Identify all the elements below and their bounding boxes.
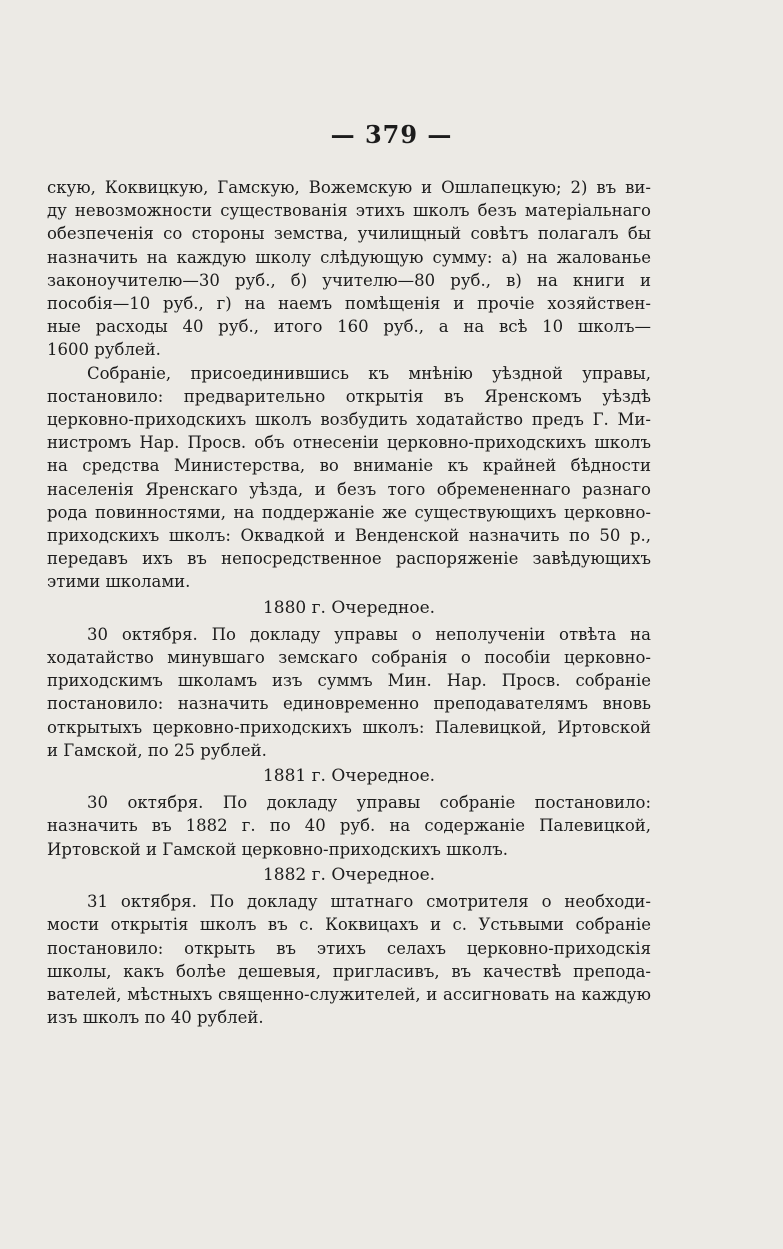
paragraph-school-funding: [47, 176, 651, 362]
text-line: нистромъ Нар. Просв. объ отнесеніи церковно-приходскихъ школъ: [47, 433, 651, 453]
text-line: населенія Яренскаго уѣзда, и безъ того обремененнаго разнаго: [47, 479, 651, 499]
text-line: 1600 рублей.: [47, 340, 161, 360]
text-line: Иртовской и Гамской церковно-приходскихъ школъ.: [47, 839, 508, 859]
text-line: обезпеченія со стороны земства, училищный совѣтъ полагалъ бы: [47, 224, 651, 244]
text-line: и Гамской, по 25 рублей.: [47, 740, 267, 760]
text-line: 31 октября. По докладу штатнаго смотрителя о необходи-: [87, 892, 651, 912]
text-line: ные расходы 40 руб., итого 160 руб., а на всѣ 10 школъ—: [47, 317, 651, 337]
text-line: школы, какъ болѣе дешевыя, пригласивъ, въ качествѣ препода-: [47, 961, 651, 981]
body-text: [47, 176, 651, 1029]
text-line: рода повинностями, на поддержаніе же существующихъ церковно-: [47, 502, 651, 522]
text-line: назначить на каждую школу слѣдующую сумму: а) на жалованье: [47, 247, 651, 267]
text-line: постановило: открыть въ этихъ селахъ церковно-приходскія: [47, 938, 651, 958]
paragraph-assembly-resolution: [47, 362, 651, 594]
text-line: на средства Министерства, во вниманіе къ крайней бѣдности: [47, 456, 651, 476]
text-line: законоучителю—30 руб., б) учителю—80 руб., в) на книги и: [47, 270, 651, 290]
text-line: мости открытія школъ въ с. Коквицахъ и с. Устьвыми собраніе: [47, 915, 651, 935]
paragraph-1880: [47, 623, 651, 762]
text-line: постановило: назначить единовременно преподавателямъ вновь: [47, 694, 651, 714]
section-heading-1881: 1881 г. Очередное.: [262, 766, 436, 787]
text-line: ходатайство минувшаго земскаго собранія о пособіи церковно-: [47, 648, 651, 668]
text-line: церковно-приходскихъ школъ возбудить ходатайство предъ Г. Ми-: [47, 410, 651, 430]
text-line: пособія—10 руб., г) на наемъ помѣщенія и прочіе хозяйствен-: [47, 294, 651, 314]
text-line: Собраніе, присоединившись къ мнѣнію уѣздной управы,: [87, 363, 651, 383]
text-line: 30 октября. По докладу управы собраніе постановило:: [87, 793, 651, 813]
text-line: изъ школъ по 40 рублей.: [47, 1008, 264, 1028]
text-line: скую, Коквицкую, Гамскую, Вожемскую и Ошлапецкую; 2) въ ви-: [47, 178, 651, 197]
text-line: приходскихъ школъ: Оквадкой и Венденской назначить по 50 р.,: [47, 526, 651, 546]
paragraph-1882: [47, 890, 651, 1029]
text-line: вателей, мѣстныхъ священно-служителей, и ассигновать на каждую: [47, 984, 651, 1004]
text-line: приходскимъ школамъ изъ суммъ Мин. Нар. Просв. собраніе: [47, 671, 651, 691]
text-line: открытыхъ церковно-приходскихъ школъ: Палевицкой, Иртовской: [47, 717, 651, 737]
text-line: постановило: предварительно открытія въ Яренскомъ уѣздѣ: [47, 386, 651, 406]
text-line: этими школами.: [47, 572, 191, 592]
text-line: назначить въ 1882 г. по 40 руб. на содержаніе Палевицкой,: [47, 816, 651, 836]
section-heading-1880: 1880 г. Очередное.: [262, 597, 436, 618]
page-number: — 379 —: [330, 120, 453, 149]
text-line: ду невозможности существованія этихъ школъ безъ матеріальнаго: [47, 201, 651, 221]
text-line: передавъ ихъ въ непосредственное распоряженіе завѣдующихъ: [47, 549, 651, 569]
paragraph-1881: [47, 791, 651, 861]
section-heading-1882: 1882 г. Очередное.: [262, 864, 436, 885]
text-line: 30 октября. По докладу управы о неполученіи отвѣта на: [87, 624, 651, 644]
